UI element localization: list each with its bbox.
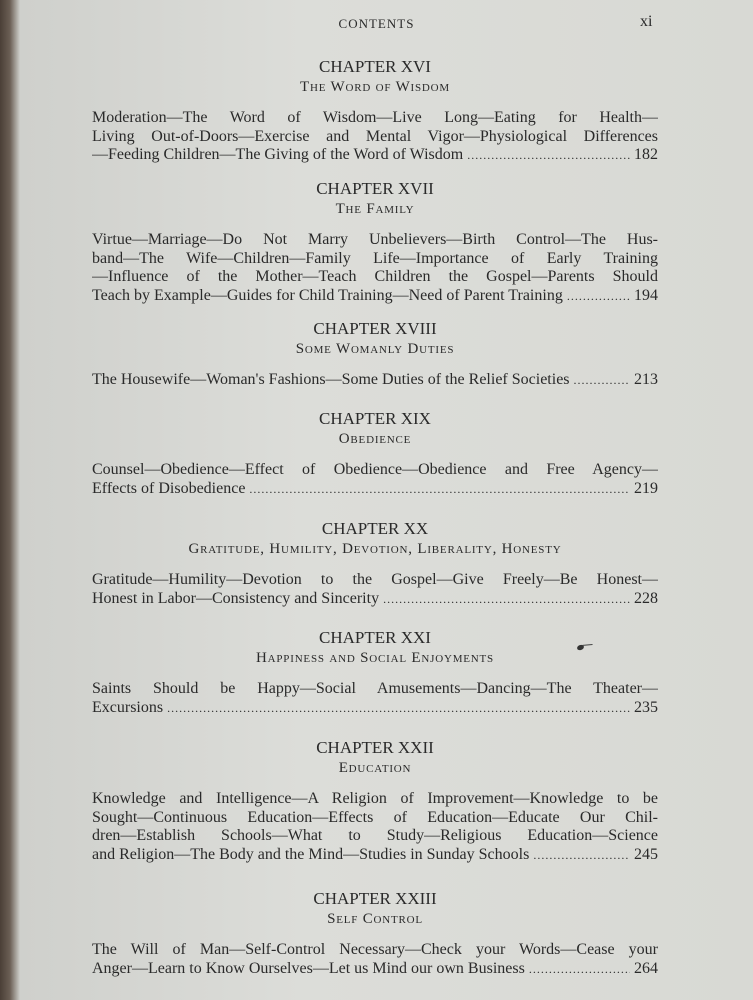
page-number: xi bbox=[640, 13, 653, 30]
chapter-topics bbox=[92, 231, 658, 305]
dot-leader bbox=[383, 590, 630, 609]
chapter-page-number: 228 bbox=[634, 589, 658, 607]
dot-leader bbox=[533, 846, 630, 865]
topic-text: Teach by Example—Guides for Child Training—Need of Parent Training bbox=[92, 286, 563, 304]
topic-line: Sought—Continuous Education—Effects of Education—Educate Our Chil- bbox=[92, 808, 658, 826]
chapter-entry bbox=[92, 409, 658, 498]
chapter-title: Obedience bbox=[338, 431, 412, 447]
chapter-page-number: 194 bbox=[634, 286, 658, 304]
topic-line-last bbox=[92, 287, 658, 306]
topic-line-last bbox=[92, 590, 658, 609]
dot-leader bbox=[167, 699, 630, 718]
chapter-title: Education bbox=[338, 760, 412, 776]
topic-line-last bbox=[92, 146, 658, 165]
topic-text: Effects of Disobedience bbox=[92, 479, 246, 497]
dot-leader bbox=[529, 960, 630, 979]
chapter-topics bbox=[92, 461, 658, 498]
topic-line: Counsel—Obedience—Effect of Obedience—Obedience and Free Agency— bbox=[92, 461, 658, 478]
topic-line-last bbox=[92, 480, 658, 499]
chapter-entry bbox=[92, 628, 658, 717]
chapter-topics bbox=[92, 790, 658, 864]
chapter-topics bbox=[92, 109, 658, 165]
chapter-topics bbox=[92, 571, 658, 608]
chapter-number: CHAPTER XXIII bbox=[313, 889, 437, 908]
dot-leader bbox=[467, 146, 630, 165]
topic-text: and Religion—The Body and the Mind—Studies in Sunday Schools bbox=[92, 845, 530, 863]
chapter-title: Happiness and Social Enjoyments bbox=[256, 650, 494, 666]
topic-line: Living Out-of-Doors—Exercise and Mental Vigor—Physiological Differences bbox=[92, 127, 658, 145]
chapter-entry bbox=[92, 57, 658, 165]
chapter-page-number: 264 bbox=[634, 959, 658, 977]
topic-line: Gratitude—Humility—Devotion to the Gospel—Give Freely—Be Honest— bbox=[92, 571, 658, 588]
chapter-number: CHAPTER XVI bbox=[319, 57, 431, 76]
topic-line: —Influence of the Mother—Teach Children the Gospel—Parents Should bbox=[92, 268, 658, 286]
topic-line: Virtue—Marriage—Do Not Marry Unbelievers—Birth Control—The Hus- bbox=[92, 231, 658, 248]
chapter-number: CHAPTER XXII bbox=[316, 738, 434, 757]
chapter-page-number: 235 bbox=[634, 698, 658, 716]
chapter-title: Gratitude, Humility, Devotion, Liberality, Honesty bbox=[188, 541, 562, 557]
chapter-title: The Word of Wisdom bbox=[300, 79, 450, 95]
dot-leader bbox=[567, 287, 630, 306]
chapter-number: CHAPTER XXI bbox=[319, 628, 431, 647]
topic-line-last bbox=[92, 846, 658, 865]
topic-line: band—The Wife—Children—Family Life—Importance of Early Training bbox=[92, 249, 658, 267]
topic-line-last bbox=[92, 699, 658, 718]
topic-line: Knowledge and Intelligence—A Religion of Improvement—Knowledge to be bbox=[92, 790, 658, 807]
topic-line: The Will of Man—Self-Control Necessary—Check your Words—Cease your bbox=[92, 941, 658, 958]
chapter-entry bbox=[92, 519, 658, 608]
topic-text: The Housewife—Woman's Fashions—Some Duties of the Relief Societies bbox=[92, 371, 570, 388]
topic-text: Excursions bbox=[92, 698, 164, 716]
topic-text: Anger—Learn to Know Ourselves—Let us Mind our own Business bbox=[92, 959, 525, 977]
chapter-topics bbox=[92, 680, 658, 717]
topic-text: Honest in Labor—Consistency and Sincerity bbox=[92, 589, 380, 607]
topic-line-last bbox=[92, 371, 658, 390]
chapter-entry bbox=[92, 738, 658, 864]
chapter-number: CHAPTER XVII bbox=[316, 179, 434, 198]
chapter-topics bbox=[92, 941, 658, 978]
chapter-number: CHAPTER XIX bbox=[319, 409, 431, 428]
chapter-page-number: 213 bbox=[634, 371, 658, 388]
chapter-entry bbox=[92, 179, 658, 305]
chapter-title: Self Control bbox=[327, 911, 423, 927]
chapter-page-number: 219 bbox=[634, 479, 658, 497]
chapter-topics bbox=[92, 371, 658, 390]
chapter-number: CHAPTER XVIII bbox=[313, 319, 437, 338]
chapter-title: The Family bbox=[335, 201, 415, 217]
dot-leader bbox=[574, 371, 630, 390]
chapter-page-number: 245 bbox=[634, 845, 658, 863]
dot-leader bbox=[249, 480, 630, 499]
chapter-entry bbox=[92, 889, 658, 978]
chapter-page-number: 182 bbox=[634, 146, 658, 164]
topic-line: dren—Establish Schools—What to Study—Religious Education—Science bbox=[92, 827, 658, 845]
running-head: CONTENTS bbox=[338, 16, 415, 31]
topic-text: —Feeding Children—The Giving of the Word of Wisdom bbox=[92, 146, 464, 164]
chapter-number: CHAPTER XX bbox=[321, 519, 429, 538]
chapter-entry bbox=[92, 319, 658, 390]
topic-line: Saints Should be Happy—Social Amusements—Dancing—The Theater— bbox=[92, 680, 658, 697]
topic-line: Moderation—The Word of Wisdom—Live Long—Eating for Health— bbox=[92, 109, 658, 126]
chapter-title: Some Womanly Duties bbox=[295, 341, 455, 357]
topic-line-last bbox=[92, 960, 658, 979]
